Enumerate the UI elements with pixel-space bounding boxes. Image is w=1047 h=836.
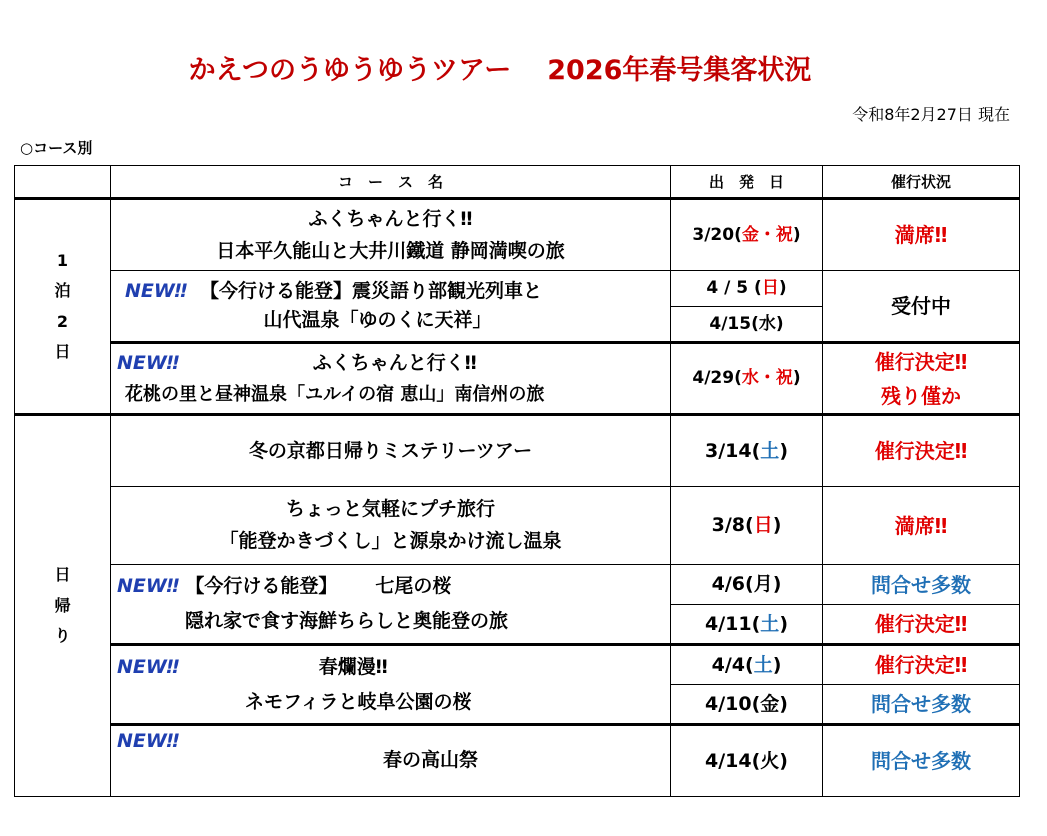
- departure-date: 4/4(土): [671, 645, 823, 685]
- status-badge: 催行決定‼ 残り僅か: [823, 343, 1020, 415]
- status-badge: 受付中: [823, 271, 1020, 343]
- page-title: [0, 48, 1000, 87]
- section-label: ○コース別: [20, 139, 93, 157]
- departure-date: 3/14(土): [671, 415, 823, 487]
- header-course: コ ー ス 名: [111, 166, 671, 199]
- status-badge: 問合せ多数: [823, 685, 1020, 725]
- course-name: NEW‼ 春の高山祭: [111, 725, 671, 797]
- status-badge: 催行決定‼: [823, 605, 1020, 645]
- course-name: NEW‼ 【今行ける能登】震災語り部観光列車と 山代温泉「ゆのくに天祥」: [111, 271, 671, 343]
- departure-date: 4/11(土): [671, 605, 823, 645]
- status-badge: 満席‼: [823, 487, 1020, 565]
- status-badge: 催行決定‼: [823, 415, 1020, 487]
- header-blank: [15, 166, 111, 199]
- departure-date: 4/14(火): [671, 725, 823, 797]
- group-dayreturn: 日 帰 り: [15, 415, 111, 797]
- group-overnight: 1 泊 2 日: [15, 199, 111, 415]
- departure-date: 3/8(日): [671, 487, 823, 565]
- title-sub: 2026年春号集客状況: [547, 55, 812, 86]
- course-name: ちょっと気軽にプチ旅行 「能登かきづくし」と源泉かけ流し温泉: [111, 487, 671, 565]
- table-header-row: [15, 166, 1020, 199]
- table-row: [15, 645, 1020, 685]
- header-status: 催行状況: [823, 166, 1020, 199]
- status-badge: 問合せ多数: [823, 725, 1020, 797]
- table-row: [15, 725, 1020, 797]
- course-name: NEW‼ 春爛漫‼ ネモフィラと岐阜公園の桜: [111, 645, 671, 725]
- status-badge: 問合せ多数: [823, 565, 1020, 605]
- course-name: 冬の京都日帰りミステリーツアー: [111, 415, 671, 487]
- table-row: [15, 415, 1020, 487]
- departure-date: 3/20(金・祝): [671, 199, 823, 271]
- table-row: [15, 343, 1020, 415]
- table-row: [15, 271, 1020, 307]
- title-main: かえつのうゆうゆうツアー: [188, 55, 512, 86]
- status-badge: 満席‼: [823, 199, 1020, 271]
- table-row: [15, 565, 1020, 605]
- course-name: ふくちゃんと行く‼ 日本平久能山と大井川鐵道 静岡満喫の旅: [111, 199, 671, 271]
- header-date: 出 発 日: [671, 166, 823, 199]
- departure-date: 4/15(水): [671, 307, 823, 343]
- departure-date: 4/29(水・祝): [671, 343, 823, 415]
- course-name: NEW‼ 【今行ける能登】 七尾の桜 隠れ家で食す海鮮ちらしと奥能登の旅: [111, 565, 671, 645]
- departure-date: 4 / 5 (日): [671, 271, 823, 307]
- status-badge: 催行決定‼: [823, 645, 1020, 685]
- tour-status-table: [14, 165, 1020, 797]
- table-row: [15, 199, 1020, 271]
- as-of-date: 令和8年2月27日 現在: [852, 105, 1010, 124]
- departure-date: 4/10(金): [671, 685, 823, 725]
- table-row: [15, 487, 1020, 565]
- departure-date: 4/6(月): [671, 565, 823, 605]
- course-name: NEW‼ ふくちゃんと行く‼ 花桃の里と昼神温泉「ユルイの宿 恵山」南信州の旅: [111, 343, 671, 415]
